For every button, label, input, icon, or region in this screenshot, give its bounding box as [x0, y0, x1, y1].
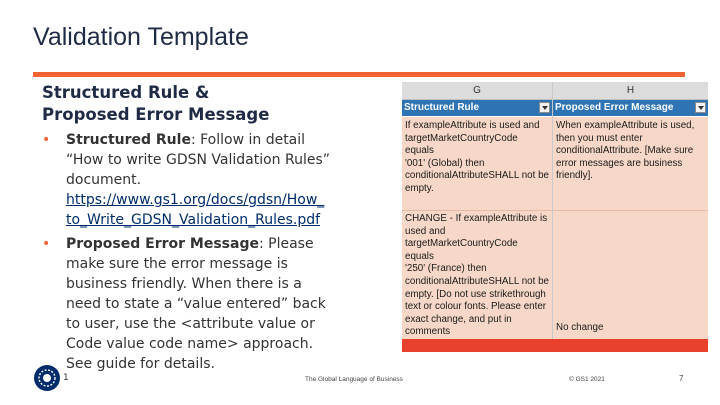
cell-line: CHANGE - If exampleAttribute is — [405, 213, 548, 224]
cell-line: empty. — [405, 182, 434, 194]
cell-line: used and — [405, 225, 446, 237]
bullet-proposed-error-message — [42, 234, 372, 374]
cell-line: text or colour fonts. Please enter — [405, 301, 547, 313]
title-underline — [33, 72, 685, 77]
logo-mark: 1 — [63, 373, 69, 383]
cell-line: If exampleAttribute is used and — [405, 120, 540, 131]
column-header-h: H — [553, 82, 708, 100]
cell-line: '001' (Global) then — [405, 157, 485, 169]
cell-h-row1 — [553, 120, 708, 183]
bullet-text: : Please — [258, 236, 314, 252]
bullet-text: Code value code name> approach. — [66, 336, 314, 352]
red-bar — [402, 339, 708, 352]
section-title — [42, 82, 372, 126]
content-column — [42, 82, 372, 378]
cell-line: exact change, and put in comments — [405, 313, 512, 338]
bullet-structured-rule — [42, 130, 372, 230]
cell-line: then you must enter — [556, 132, 643, 144]
bullet-list — [42, 130, 372, 374]
bullet-text: need to state a “value entered” back — [66, 296, 326, 312]
cell-g-row1 — [402, 120, 552, 196]
cell-g-row2 — [402, 213, 552, 352]
bullet-term: Structured Rule — [66, 132, 191, 148]
header-structured-rule — [402, 100, 552, 116]
bullet-text: : Follow in detail — [190, 132, 306, 148]
guide-link[interactable]: https://www.gs1.org/docs/gdsn/How_ — [66, 192, 325, 208]
guide-link[interactable]: to_Write_GDSN_Validation_Rules.pdf — [66, 212, 321, 228]
section-title-line: Structured Rule & — [42, 83, 210, 102]
gs1-logo-icon — [33, 364, 61, 392]
cell-line: empty. [Do not use strikethrough — [405, 288, 546, 300]
cell-line: error messages are business — [556, 157, 683, 169]
cell-line: targetMarketCountryCode equals — [405, 132, 518, 157]
filter-dropdown-icon[interactable] — [695, 102, 706, 113]
cell-line: When exampleAttribute is used, — [556, 120, 695, 131]
page-number: 7 — [679, 374, 684, 383]
bullet-dot-icon: • — [42, 236, 51, 252]
row-divider — [402, 210, 708, 211]
bullet-text: document. — [66, 172, 142, 188]
header-label: Proposed Error Message — [555, 102, 674, 113]
copyright: © GS1 2021 — [569, 376, 605, 383]
header-label: Structured Rule — [404, 102, 480, 113]
cell-line: conditionalAttributeSHALL not be — [405, 170, 549, 182]
bullet-text: make sure the error message is — [66, 256, 288, 272]
cell-h-row2 — [553, 322, 708, 335]
bullet-text: business friendly. When there is a — [66, 276, 302, 292]
filter-dropdown-icon[interactable] — [539, 102, 550, 113]
cell-line: conditionalAttributeSHALL not be — [405, 275, 549, 287]
column-header-g: G — [402, 82, 552, 100]
tagline: The Global Language of Business — [305, 376, 403, 383]
bullet-term: Proposed Error Message — [66, 236, 259, 252]
cell-line: '250' (France) then — [405, 263, 487, 275]
cell-line: conditionalAttribute. [Make sure — [556, 145, 694, 157]
spreadsheet-image — [402, 82, 708, 354]
header-proposed-error-message — [553, 100, 708, 116]
bullet-text: See guide for details. — [66, 356, 215, 372]
cell-line: friendly]. — [556, 170, 594, 182]
column-divider — [552, 82, 553, 339]
cell-line: No change — [556, 322, 604, 333]
page-title: Validation Template — [33, 23, 249, 51]
bullet-dot-icon: • — [42, 132, 51, 148]
cell-line: targetMarketCountryCode equals — [405, 238, 518, 262]
bullet-text: “How to write GDSN Validation Rules” — [66, 152, 331, 168]
section-title-line: Proposed Error Message — [42, 105, 270, 124]
bullet-text: to user, use the <attribute value or — [66, 316, 315, 332]
